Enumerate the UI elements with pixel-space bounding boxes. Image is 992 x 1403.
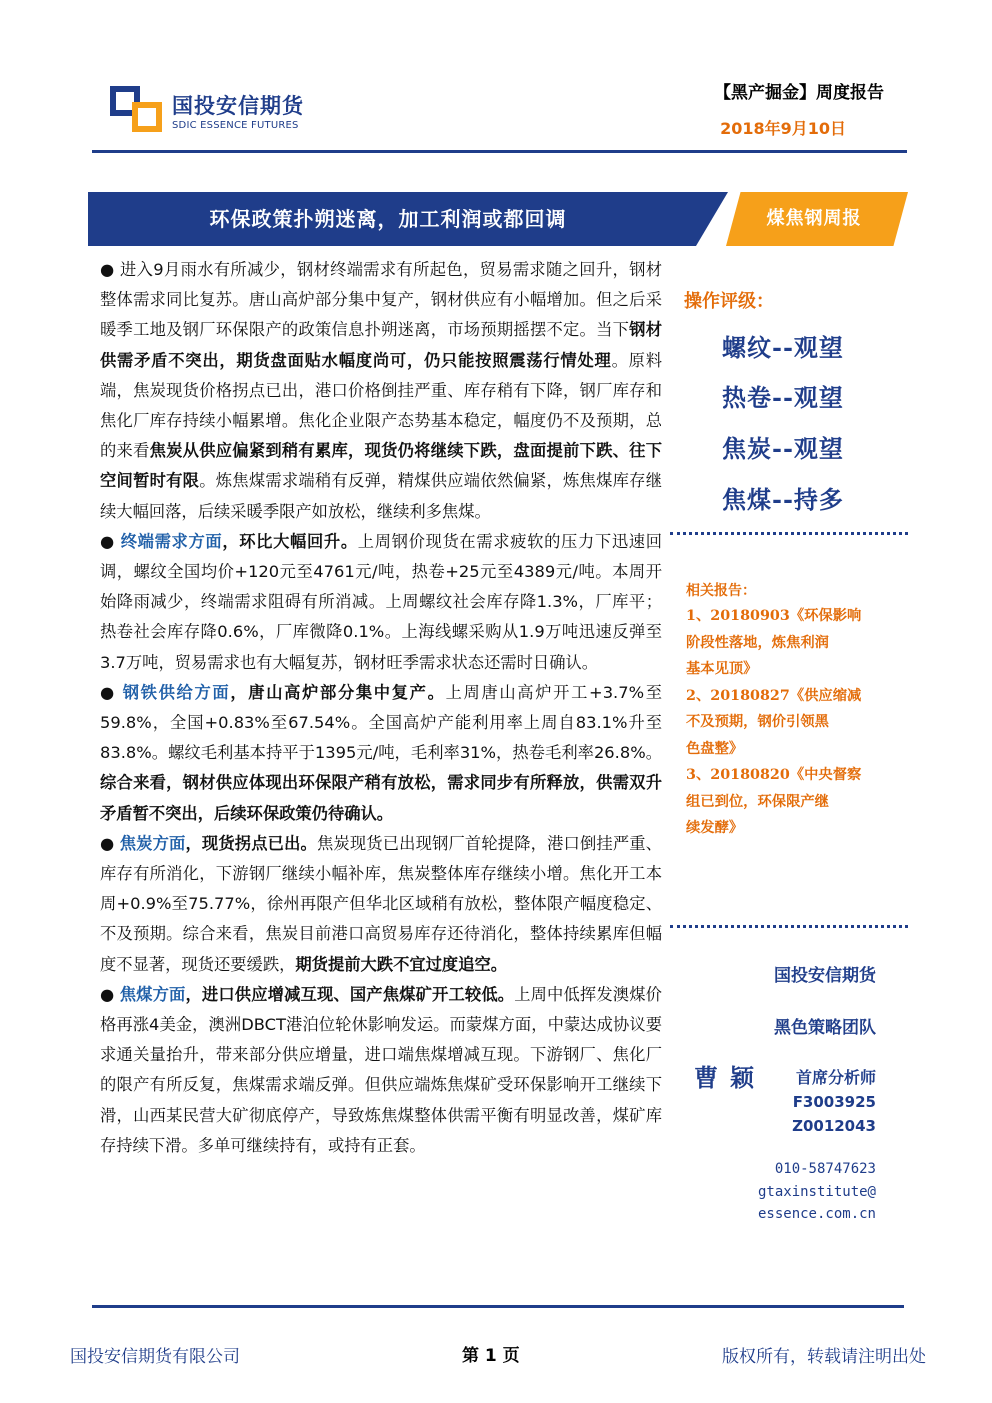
related-report-line: 不及预期，钢价引领黑	[686, 714, 829, 730]
coke-paragraph	[100, 829, 662, 980]
certificate-number: Z0012043	[792, 1117, 876, 1135]
related-report-line: 基本见顶》	[686, 661, 758, 677]
emphasis-text: ，现货拐点已出。	[185, 833, 317, 853]
rating-coking-coal: 焦煤--持多	[722, 485, 844, 514]
rating-hot-coil: 热卷--观望	[722, 383, 844, 412]
body-text: ● 进入9月雨水有所减少，钢材终端需求有所起色，贸易需求随之回升，钢材整体需求同比复苏。唐山高炉部分集中复产，钢材供应有小幅增加。但之后采暖季工地及钢厂环保限产的政策信息扑朔迷离，市场预期摇摆不定。当下	[100, 260, 662, 340]
emphasis-text: 钢材供需矛盾不突出，期货盘面贴水幅度尚可，仍只能按照震荡行情处理	[100, 320, 662, 370]
footer-company: 国投安信期货有限公司	[70, 1347, 240, 1367]
report-title: 环保政策扑朔迷离，加工利润或都回调	[209, 207, 567, 231]
body-text: ●	[100, 984, 120, 1004]
related-report-line: 2、20180827《供应缩减	[686, 687, 862, 704]
summary-paragraph	[100, 255, 662, 527]
category-tag-label: 煤焦钢周报	[766, 208, 862, 229]
section-heading: 焦炭方面	[119, 833, 186, 853]
body-text: 。炼焦煤需求端稍有反弹，精煤供应端依然偏紧，炼焦煤库存继续大幅回落，后续采暖季限产如放松，继续利多焦煤。	[100, 471, 662, 521]
related-report-line: 组已到位，环保限产继	[686, 793, 829, 810]
body-text: 焦炭现货已出现钢厂首轮提降，港口倒挂严重、库存有所消化，下游钢厂继续小幅补库，焦炭整体库存继续小增。焦化开工本周+0.9%至75.77%，徐州再限产但华北区域稍有放松，整体限产幅度稳定、不及预期。综合来看，焦炭目前港口高贸易库存还待消化，整体持续累库但幅度不显著，现货还要缓跌，	[100, 833, 662, 974]
rating-rebar: 螺纹--观望	[722, 333, 844, 362]
body-text: ●	[100, 833, 120, 853]
coking-coal-paragraph	[100, 980, 662, 1161]
sidebar-divider	[670, 532, 908, 535]
rating-title: 操作评级：	[684, 291, 774, 312]
page-number: 第 1 页	[462, 1346, 520, 1366]
contact-email-domain: essence.com.cn	[757, 1206, 876, 1222]
brand-name-cn: 国投安信期货	[172, 94, 304, 118]
footer-copyright: 版权所有，转载请注明出处	[722, 1347, 926, 1367]
related-report-line: 阶段性落地，炼焦利润	[686, 634, 829, 651]
emphasis-text: ，进口供应增减互现、国产焦煤矿开工较低。	[185, 984, 515, 1004]
emphasis-text: 综合来看，钢材供应体现出环保限产稍有放松，需求同步有所释放，供需双升矛盾暂不突出，后续环保政策仍待确认。	[100, 773, 662, 823]
contact-email: gtaxinstitute@	[757, 1184, 876, 1200]
company-logo-icon	[110, 86, 162, 132]
rating-coke: 焦炭--观望	[722, 434, 844, 463]
emphasis-text: ，唐山高炉部分集中复产。	[230, 682, 446, 702]
header-divider	[92, 150, 907, 153]
certificate-number: F3003925	[792, 1093, 876, 1111]
body-text: 上周唐山高炉开工+3.7%至59.8%，全国+0.83%至67.54%。全国高炉产能利用率上周自83.1%升至83.8%。螺纹毛利基本持平于1395元/吨，毛利率31%，热卷毛利率26.8%。	[100, 682, 662, 763]
report-body	[100, 255, 662, 1161]
company-name: 国投安信期货	[774, 966, 876, 986]
team-name: 黑色策略团队	[774, 1018, 876, 1038]
footer-divider	[92, 1305, 904, 1308]
report-type: 【黑产掘金】周度报告	[714, 83, 884, 103]
emphasis-text: ，环比大幅回升。	[222, 531, 358, 551]
emphasis-text: 焦炭从供应偏紧到稍有累库，现货仍将继续下跌，盘面提前下跌、往下空间暂时有限	[100, 441, 662, 491]
related-reports-list	[686, 603, 886, 842]
sidebar-divider	[670, 925, 908, 928]
supply-paragraph	[100, 678, 662, 829]
analyst-name: 曹颖	[694, 1063, 766, 1092]
demand-paragraph	[100, 527, 662, 678]
body-text: ●	[100, 682, 123, 702]
emphasis-text: 期货提前大跌不宜过度追空。	[295, 954, 508, 974]
related-reports-title: 相关报告：	[686, 583, 756, 599]
related-report-line: 色盘整》	[686, 740, 744, 757]
related-report-line: 3、20180820《中央督察	[686, 767, 862, 783]
related-report-line: 续发酵》	[686, 820, 744, 836]
section-heading: 焦煤方面	[119, 984, 186, 1004]
body-text: 上周钢价现货在需求疲软的压力下迅速回调，螺纹全国均价+120元至4761元/吨，热卷+25元至4389元/吨。本周开始降雨减少，终端需求阻碍有所消减。上周螺纹社会库存降1.3%，厂库平；热卷社会库存降0.6%，厂库微降0.1%。上海线螺采购从1.9万吨迅速反弹至3.7万吨，贸易需求也有大幅复苏，钢材旺季需求状态还需时日确认。	[100, 531, 662, 672]
body-text: ●	[100, 531, 121, 551]
related-report-line: 1、20180903《环保影响	[686, 608, 862, 624]
section-heading: 钢铁供给方面	[122, 682, 231, 702]
body-text: 上周中低挥发澳煤价格再涨4美金，澳洲DBCT港泊位轮休影响发运。而蒙煤方面，中蒙达成协议要求通关量抬升，带来部分供应增量，进口端焦煤增减互现。下游钢厂、焦化厂的限产有所反复，焦煤需求端反弹。但供应端炼焦煤矿受环保影响开工继续下滑，山西某民营大矿彻底停产，导致炼焦煤整体供需平衡有明显改善，煤矿库存持续下滑。多单可继续持有，或持有正套。	[100, 984, 662, 1155]
analyst-title: 首席分析师	[795, 1068, 876, 1087]
body-text: 。原料端，焦炭现货价格拐点已出，港口价格倒挂严重、库存稍有下降，钢厂库存和焦化厂库存持续小幅累增。焦化企业限产态势基本稳定，幅度仍不及预期，总的来看	[100, 350, 662, 461]
report-date: 2018年9月10日	[720, 119, 846, 138]
section-heading: 终端需求方面	[120, 531, 223, 551]
brand-name-en: SDIC ESSENCE FUTURES	[172, 120, 299, 131]
contact-phone: 010-58747623	[774, 1161, 876, 1177]
